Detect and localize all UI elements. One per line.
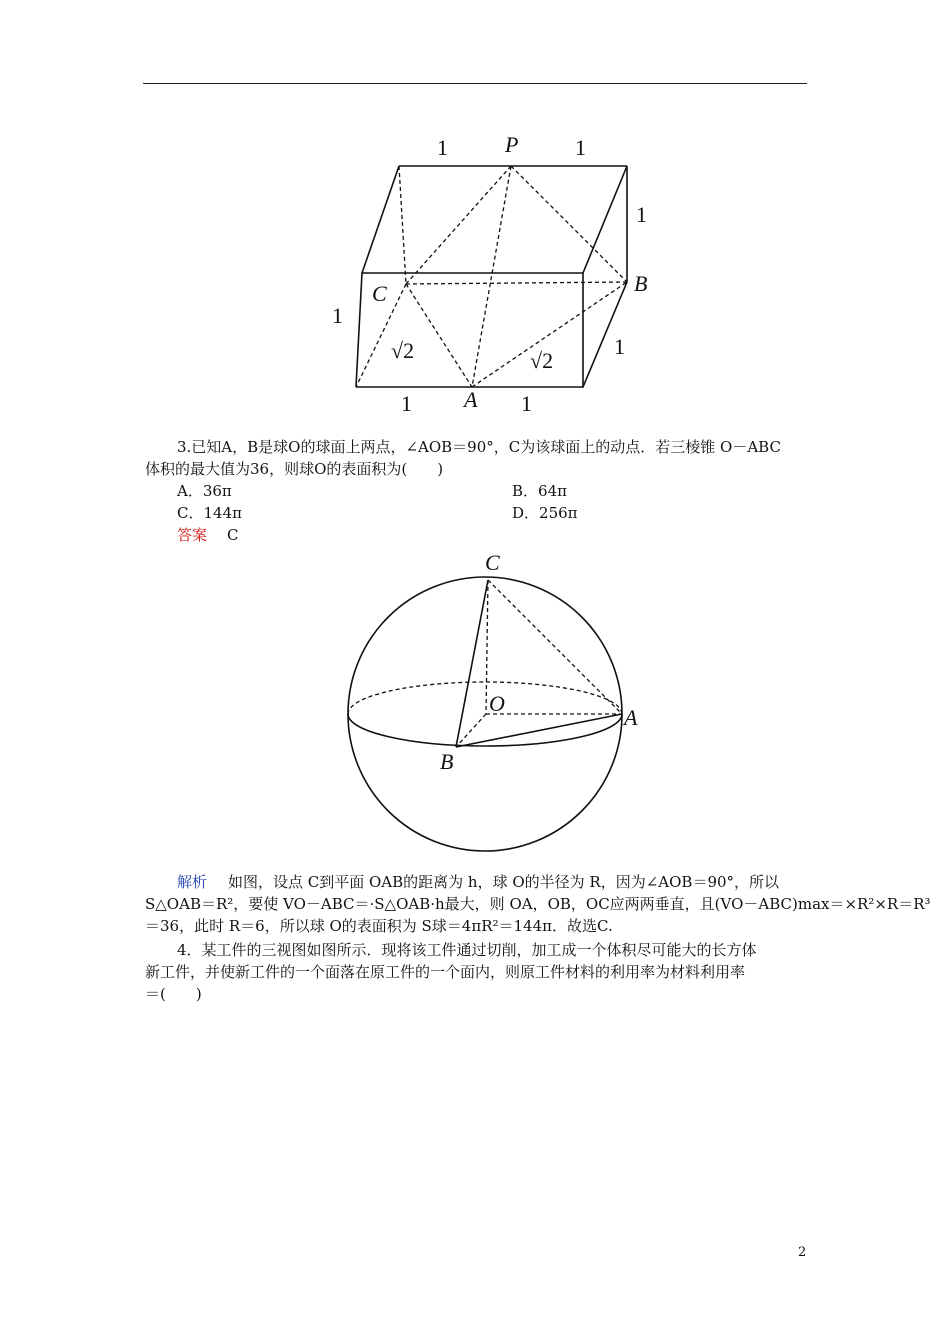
q4-line3: ＝( ) [145,985,202,1003]
sphere-label-A: A [624,705,638,730]
q4-line1: 4．某工件的三视图如图所示．现将该工件通过切削，加工成一个体积尽可能大的长方体 [177,941,757,959]
label-A: A [464,387,478,412]
answer-label: 答案 [177,526,208,544]
answer-value: C [227,526,239,544]
q4-line2: 新工件，并使新工件的一个面落在原工件的一个面内，则原工件材料的利用率为材料利用率 [145,963,746,981]
label-sqrt2-right: √2 [530,348,554,373]
solution-line1: 如图，设点 C到平面 OAB的距离为 h，球 O的半径为 R，因为∠AOB＝90°，所以 [228,873,780,891]
q3-line2: 体积的最大值为36，则球O的表面积为( ) [145,460,444,478]
label-left-1: 1 [332,303,343,328]
edge-CB [456,580,488,747]
page-number: 2 [798,1245,807,1260]
box-pyramid-figure [318,122,663,424]
sphere-label-C: C [485,550,500,575]
solution-label: 解析 [177,873,208,891]
equator-back [348,682,622,714]
label-top-right-1: 1 [575,135,586,160]
label-C: C [372,281,387,306]
q3-line1: 3.已知A，B是球O的球面上两点，∠AOB＝90°，C为该球面上的动点．若三棱锥 O－ABC [177,438,781,456]
q3-option-c: C．144π [177,504,242,522]
sphere-label-B: B [440,749,454,774]
label-bottom-left-1: 1 [401,391,412,416]
solution-line3: ＝36，此时 R＝6，所以球 O的表面积为 S球＝4πR²＝144π．故选C. [145,917,613,935]
label-bottom-mid-1: 1 [521,391,532,416]
label-B: B [634,271,648,296]
q3-option-d: D．256π [512,504,578,522]
label-right-1: 1 [636,202,647,227]
label-P: P [505,132,519,157]
q3-option-b: B．64π [512,482,567,500]
sphere-label-O: O [489,691,505,716]
label-top-left-1: 1 [437,135,448,160]
header-rule [143,83,807,84]
q3-option-a: A．36π [177,482,232,500]
label-sqrt2-left: √2 [391,338,415,363]
label-bottom-right-1: 1 [614,334,625,359]
solution-line2: S△OAB＝R²，要使 VO－ABC＝·S△OAB·h最大，则 OA，OB，OC应两两垂直，且(VO－ABC)max＝×R²×R＝R³ [145,895,931,913]
